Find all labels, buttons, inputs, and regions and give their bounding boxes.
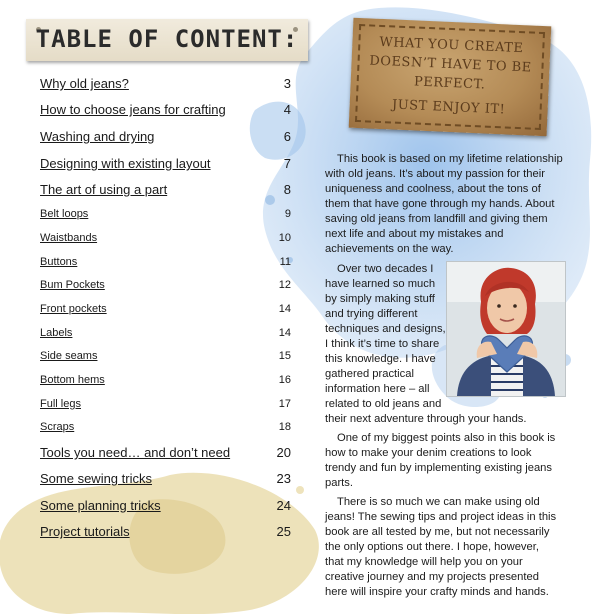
toc-entry-label[interactable]: Buttons	[40, 256, 78, 268]
toc-entry-label[interactable]: Side seams	[40, 350, 98, 362]
toc-entry-page: 14	[278, 327, 291, 339]
toc-entry-page: 25	[276, 524, 291, 539]
text-line: jeans! The sewing tips and project ideas in this	[325, 511, 557, 523]
toc-entry-label[interactable]: Full legs	[40, 398, 81, 410]
toc-entry-page: 14	[278, 303, 291, 315]
author-portrait-illustration	[447, 262, 565, 396]
text-line: information here – all	[325, 383, 430, 395]
toc-entry-page: 16	[278, 374, 291, 386]
text-line: that my knowledge will help you on your	[325, 556, 523, 568]
toc-entry-label[interactable]: Why old jeans?	[40, 76, 129, 91]
text-line: and trying different	[325, 308, 418, 320]
toc-entry-page: 12	[278, 279, 291, 291]
toc-entry-page: 18	[278, 421, 291, 433]
toc-entry-page: 24	[276, 498, 291, 513]
text-line: Over two decades I	[337, 263, 434, 275]
text-line: book are all tested by me, but not necessarily	[325, 526, 550, 538]
toc-entry-page: 15	[278, 350, 291, 362]
text-line: related to old jeans and	[325, 398, 442, 410]
text-line: with old jeans. It’s about my passion for their	[325, 168, 545, 180]
toc-entry-label[interactable]: Scraps	[40, 421, 75, 433]
patch-quote-line: DOESN’T HAVE TO BE	[369, 53, 532, 76]
text-line: parts.	[325, 477, 353, 489]
text-line: their next adventure through your hands.	[325, 413, 527, 425]
text-line: I think it’s time to share	[325, 338, 440, 350]
toc-entry-page: 6	[283, 129, 291, 144]
toc-entry-page: 9	[284, 208, 291, 220]
toc-entry-label[interactable]: Some sewing tricks	[40, 471, 152, 486]
intro-paragraph	[325, 431, 555, 491]
toc-title: TABLE OF CONTENT:	[35, 25, 299, 53]
text-line: saving old jeans from landfill and giving them	[325, 213, 548, 225]
text-line: them that have gone through my hands. About	[325, 198, 555, 210]
toc-entry-label[interactable]: Front pockets	[40, 303, 107, 315]
author-photo	[446, 261, 566, 397]
toc-entry-label[interactable]: Bum Pockets	[40, 279, 105, 291]
toc-entry-page: 23	[276, 471, 291, 486]
patch-quote-line: WHAT YOU CREATE	[379, 34, 524, 57]
toc-entry-label[interactable]: Washing and drying	[40, 129, 155, 144]
toc-entry-label[interactable]: Some planning tricks	[40, 498, 161, 513]
toc-entry-page: 7	[283, 156, 291, 171]
toc-entry-label[interactable]: Project tutorials	[40, 524, 130, 539]
toc-entry-label[interactable]: Designing with existing layout	[40, 156, 211, 171]
intro-paragraph	[325, 152, 563, 257]
text-line: by simply making stuff	[325, 293, 435, 305]
text-line: techniques and designs,	[325, 323, 446, 335]
toc-entry-label[interactable]: Tools you need… and don’t need	[40, 445, 231, 460]
toc-entry-page: 10	[278, 232, 291, 244]
text-line: trendy and fun by implementing existing jeans	[325, 462, 552, 474]
text-line: next life and about my mistakes and	[325, 228, 504, 240]
text-line: creative journey and my projects presented	[325, 571, 539, 583]
text-line: this knowledge. I have	[325, 353, 436, 365]
text-line: here will inspire your crafty minds and hands.	[325, 586, 549, 598]
toc-entry-label[interactable]: Bottom hems	[40, 374, 105, 386]
text-line: One of my biggest points also in this book is	[337, 432, 556, 444]
toc-entry-page: 3	[283, 76, 291, 91]
toc-entry-page: 11	[279, 256, 291, 268]
text-line: achievements on the way.	[325, 243, 454, 255]
toc-entry-page: 4	[283, 102, 291, 117]
patch-quote-line: PERFECT.	[413, 74, 486, 93]
toc-entry-label[interactable]: How to choose jeans for crafting	[40, 102, 226, 117]
toc-entry-label[interactable]: Belt loops	[40, 208, 89, 220]
text-line: This book is based on my lifetime relationship	[337, 153, 563, 165]
text-line: uniqueness and coolness, about the tons of	[325, 183, 541, 195]
quote-leather-patch	[349, 18, 552, 137]
text-line: gathered practical	[325, 368, 414, 380]
toc-entry-page: 17	[278, 398, 291, 410]
toc-entry-label[interactable]: The art of using a part	[40, 182, 168, 197]
text-line: There is so much we can make using old	[337, 496, 540, 508]
text-line: the only options out there. I hope, however,	[325, 541, 539, 553]
toc-entry-page: 20	[276, 445, 291, 460]
intro-paragraph	[325, 495, 556, 600]
toc-entry-label[interactable]: Waistbands	[40, 232, 98, 244]
text-line: how to make your denim creations to look	[325, 447, 532, 459]
text-line: have learned so much	[325, 278, 436, 290]
toc-entry-label[interactable]: Labels	[40, 327, 73, 339]
patch-quote-line: JUST ENJOY IT!	[391, 97, 506, 118]
toc-entry-page: 8	[283, 182, 291, 197]
